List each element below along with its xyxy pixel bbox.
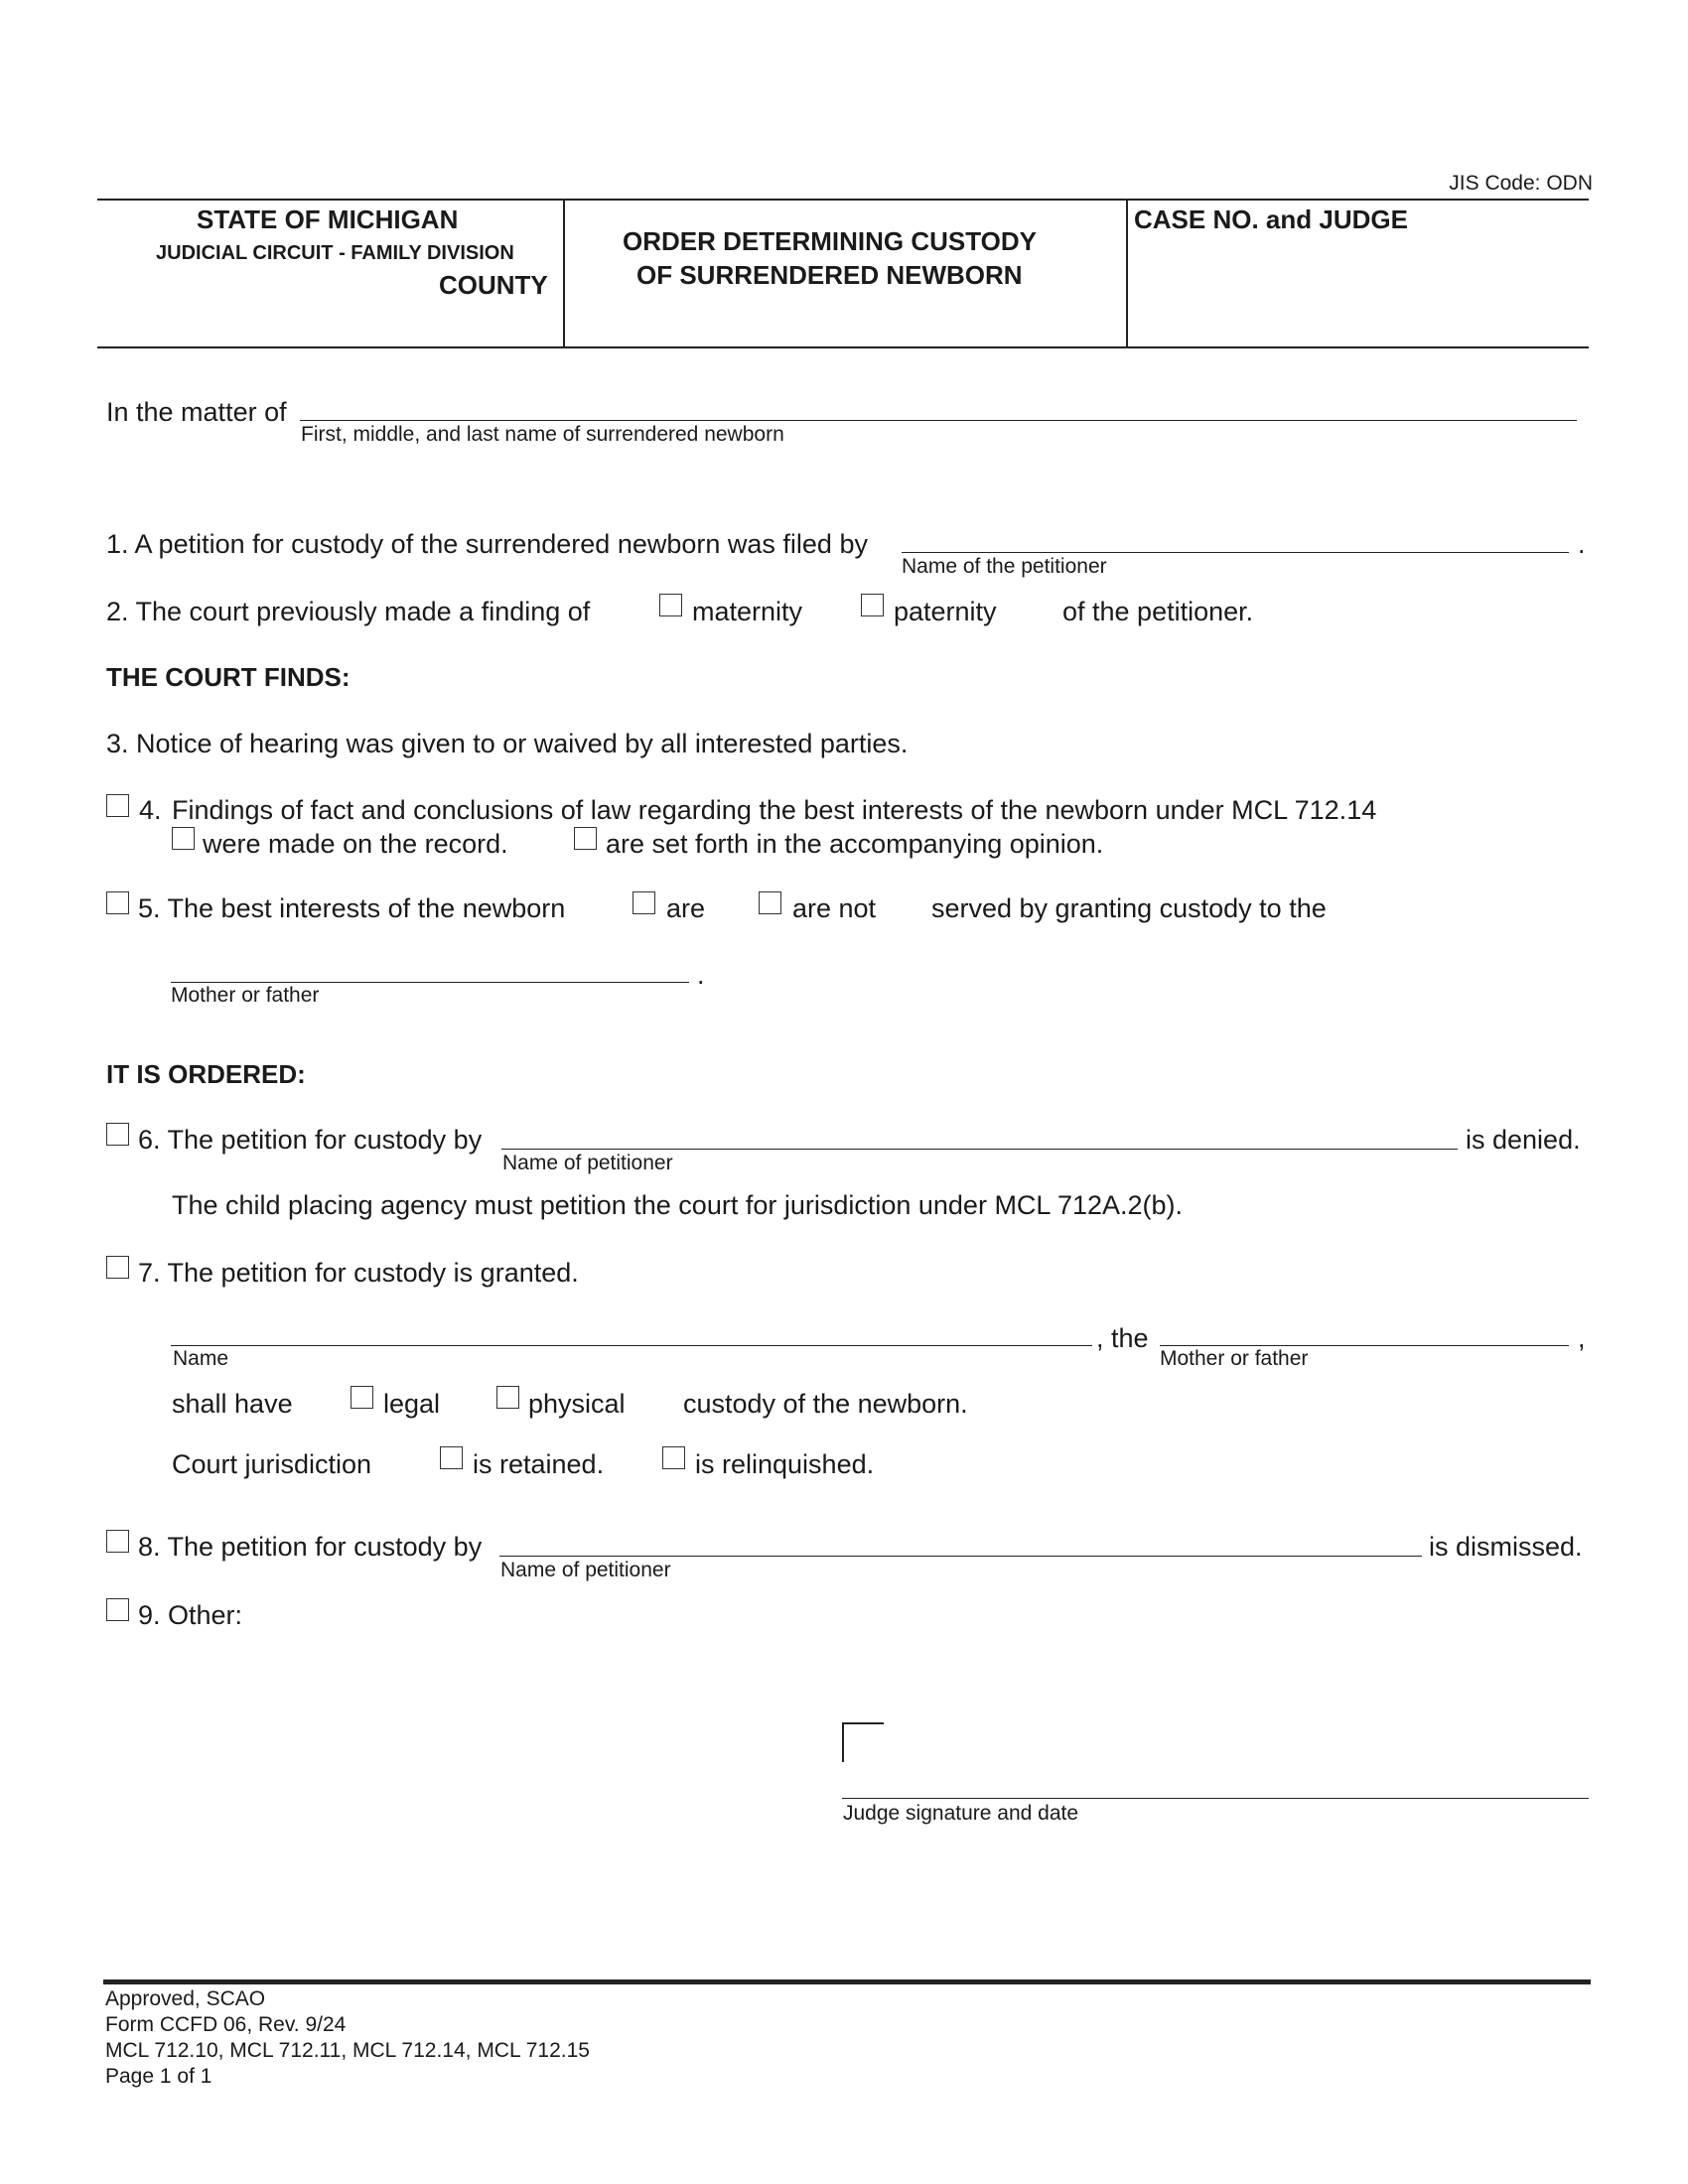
form-title-line2: OF SURRENDERED NEWBORN: [636, 260, 1023, 290]
item7-text: 7. The petition for custody is granted.: [138, 1258, 579, 1288]
on-record-label: were made on the record.: [203, 829, 508, 859]
header-divider-1: [563, 199, 565, 347]
item4-checkbox[interactable]: [106, 794, 129, 817]
signature-corner-mark: [842, 1722, 884, 1762]
item4-number: 4.: [139, 795, 162, 825]
are-not-checkbox[interactable]: [759, 891, 781, 914]
item5-parent-field[interactable]: [171, 982, 689, 983]
item8-petitioner-field[interactable]: [499, 1556, 1422, 1557]
petitioner-name-field[interactable]: [902, 552, 1569, 553]
shall-have-label: shall have: [172, 1389, 293, 1419]
item8-caption: Name of petitioner: [500, 1559, 671, 1581]
item5-text: 5. The best interests of the newborn: [138, 893, 566, 923]
item8-checkbox[interactable]: [106, 1530, 129, 1553]
newborn-name-caption: First, middle, and last name of surrendered newborn: [301, 423, 784, 446]
item6-petitioner-field[interactable]: [501, 1149, 1458, 1150]
item6-text: 6. The petition for custody by: [138, 1125, 483, 1155]
relinquished-label: is relinquished.: [695, 1449, 875, 1479]
footer-rule: [103, 1979, 1591, 1984]
footer-form: Form CCFD 06, Rev. 9/24: [105, 2013, 347, 2036]
county-label: COUNTY: [439, 270, 548, 300]
case-no-field[interactable]: [1132, 238, 1579, 338]
paternity-label: paternity: [894, 597, 997, 626]
court-finds-heading: THE COURT FINDS:: [106, 662, 351, 692]
item8-end: is dismissed.: [1429, 1532, 1583, 1562]
accompanying-opinion-checkbox[interactable]: [574, 827, 597, 850]
item2-text: 2. The court previously made a finding of: [106, 597, 591, 626]
legal-checkbox[interactable]: [351, 1386, 373, 1409]
matter-label: In the matter of: [106, 397, 287, 427]
item7-comma: ,: [1578, 1323, 1586, 1353]
on-record-checkbox[interactable]: [172, 827, 195, 850]
retained-label: is retained.: [473, 1449, 605, 1479]
physical-checkbox[interactable]: [496, 1386, 519, 1409]
case-no-label: CASE NO. and JUDGE: [1134, 205, 1408, 234]
item5-caption: Mother or father: [171, 984, 320, 1007]
item9-text: 9. Other:: [138, 1600, 243, 1630]
item7-name-field[interactable]: [171, 1345, 1092, 1346]
state-heading: STATE OF MICHIGAN: [197, 205, 459, 234]
judge-signature-field[interactable]: [842, 1798, 1589, 1799]
item7-name-caption: Name: [173, 1347, 229, 1370]
item3-text: 3. Notice of hearing was given to or waived by all interested parties.: [106, 729, 909, 758]
footer-page: Page 1 of 1: [105, 2065, 212, 2088]
custody-end: custody of the newborn.: [683, 1389, 968, 1419]
circuit-label: JUDICIAL CIRCUIT - FAMILY DIVISION: [156, 242, 514, 264]
jurisdiction-label: Court jurisdiction: [172, 1449, 372, 1479]
relinquished-checkbox[interactable]: [662, 1446, 685, 1469]
signature-caption: Judge signature and date: [843, 1802, 1079, 1825]
are-checkbox[interactable]: [633, 891, 655, 914]
other-text-field[interactable]: [169, 1638, 1579, 1717]
accompanying-opinion-label: are set forth in the accompanying opinion.: [606, 829, 1104, 859]
footer-approved: Approved, SCAO: [105, 1987, 266, 2010]
item7-parent-field[interactable]: [1160, 1345, 1569, 1346]
header-divider-2: [1126, 199, 1128, 347]
are-label: are: [666, 893, 706, 923]
item1-text: 1. A petition for custody of the surrendered newborn was filed by: [106, 529, 868, 559]
item7-the: , the: [1096, 1323, 1149, 1353]
item6-caption: Name of petitioner: [502, 1152, 673, 1174]
header-top-rule: [97, 199, 1589, 201]
item6-checkbox[interactable]: [106, 1123, 129, 1146]
item6-end: is denied.: [1466, 1125, 1581, 1155]
item5-end: served by granting custody to the: [931, 893, 1327, 923]
are-not-label: are not: [792, 893, 877, 923]
item1-period: .: [1578, 529, 1586, 559]
header-bottom-rule: [97, 346, 1589, 348]
retained-checkbox[interactable]: [440, 1446, 463, 1469]
item5-checkbox[interactable]: [106, 891, 129, 914]
item5-period: .: [697, 960, 705, 990]
legal-label: legal: [383, 1389, 441, 1419]
item2-end: of the petitioner.: [1062, 597, 1254, 626]
maternity-label: maternity: [692, 597, 803, 626]
item6-note: The child placing agency must petition the court for jurisdiction under MCL 712A.2(b).: [172, 1190, 1184, 1220]
paternity-checkbox[interactable]: [861, 594, 884, 616]
footer-mcl: MCL 712.10, MCL 712.11, MCL 712.14, MCL 712.15: [105, 2039, 590, 2062]
item7-checkbox[interactable]: [106, 1256, 129, 1279]
form-title-line1: ORDER DETERMINING CUSTODY: [623, 226, 1037, 256]
maternity-checkbox[interactable]: [659, 594, 682, 616]
item8-text: 8. The petition for custody by: [138, 1532, 483, 1562]
item1-caption: Name of the petitioner: [902, 555, 1107, 578]
item9-checkbox[interactable]: [106, 1598, 129, 1621]
physical-label: physical: [528, 1389, 626, 1419]
newborn-name-field[interactable]: [300, 420, 1577, 421]
item7-parent-caption: Mother or father: [1160, 1347, 1309, 1370]
item4-text: Findings of fact and conclusions of law regarding the best interests of the newborn under MCL 712.14: [172, 795, 1377, 825]
ordered-heading: IT IS ORDERED:: [106, 1059, 306, 1089]
jis-code: JIS Code: ODN: [1449, 172, 1593, 195]
